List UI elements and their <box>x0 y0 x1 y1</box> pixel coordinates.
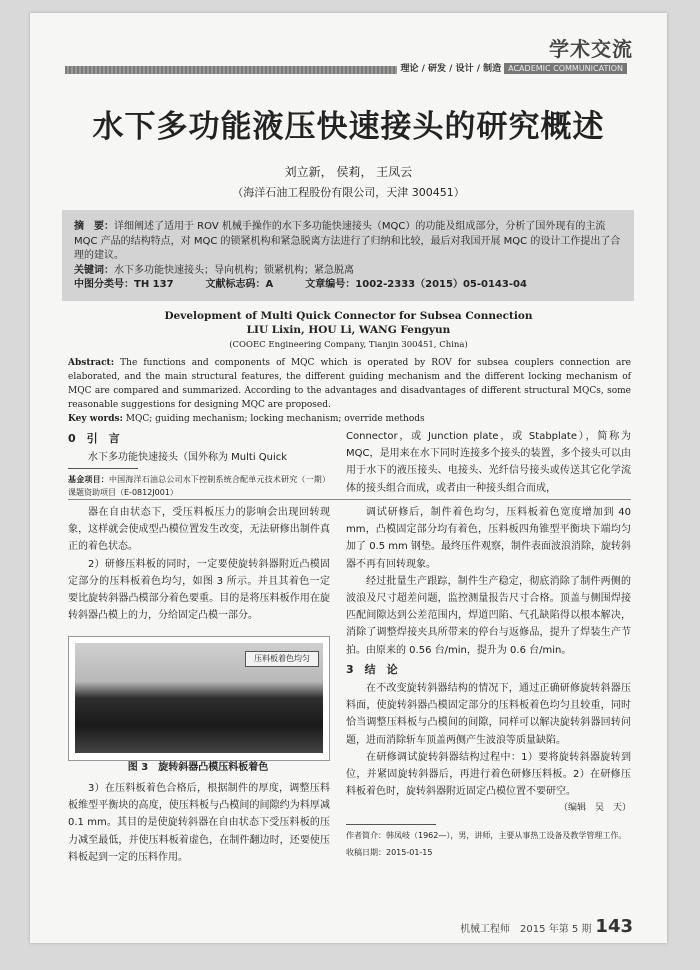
right-paragraph-1: 调试研修后，制件着色均匀，压料板着色宽度增加到 40 mm，凸模固定部分均有着色，压料板四角锥型平衡块下端均匀加了 0.5 mm 钢垫。最终压件观察，制件表面波浪消除，旋转斜器不再有回转现象。 <box>346 507 631 570</box>
clc-number: 中图分类号：TH 137 <box>74 279 174 290</box>
section-title: 学术交流 <box>549 37 633 61</box>
keywords-text: 水下多功能快速接头；导向机构；锁紧机构；紧急脱离 <box>114 264 354 276</box>
figure-3 <box>68 636 330 761</box>
abstract-label: 摘 要： <box>74 221 114 232</box>
left-column-bottom <box>68 780 330 866</box>
left-column-top <box>68 428 330 499</box>
author-note: 作者简介：韩凤岐（1962—），男，讲师，主要从事热工设备及教学管理工作。 <box>346 830 627 840</box>
doc-code: 文献标志码：A <box>205 279 274 290</box>
keywords <box>74 264 624 279</box>
figure-callout: 压料板着色均匀 <box>245 651 319 667</box>
english-title: Development of Multi Quick Connector for Subsea Connection <box>164 310 533 322</box>
english-authors: LIU Lixin, HOU Li, WANG Fengyun <box>246 324 451 336</box>
left-paragraph-3: 3）在压料板着色合格后，根据制件的厚度，调整压料板维型平衡块的高度，使压料板与凸模间的间隙约为料厚减 0.1 mm。其目的是使旋转斜器在自由状态下受压料板的压力减至最低，并使压料板着虚色，在制件翻边时，还要使压料板起到一定的压料作用。 <box>68 783 330 863</box>
affiliation: （海洋石油工程股份有限公司，天津 300451） <box>232 186 465 199</box>
keywords-label: 关键词： <box>74 264 114 276</box>
article-number: 文章编号：1002-2333（2015）05-0143-04 <box>305 279 527 290</box>
right-column-top <box>346 428 631 497</box>
journal-name: 机械工程师 2015 年第 5 期 <box>460 924 592 935</box>
left-column <box>68 504 330 624</box>
authors: 刘立新， 侯莉， 王凤云 <box>284 165 413 179</box>
abstract-text: 详细阐述了适用于 ROV 机械手操作的水下多功能快速接头（MQC）的功能及组成部分，分析了国外现有的主流 MQC 产品的结构特点，对 MQC 的锁紧机构和紧急脱离方法进行了归纳和比较，最后对我国开展 MQC 的设计工作提出了合理的建议。 <box>74 221 621 261</box>
left-paragraph-1: 器在自由状态下，受压料板压力的影响会出现回转现象，这样就会使成型凸模位置发生改变，无法研修出制件真正的着色状态。 <box>68 507 330 553</box>
paper-title: 水下多功能液压快速接头的研究概述 <box>92 109 605 145</box>
category-labels <box>397 61 630 74</box>
category-cn: 理论 / 研发 / 设计 / 制造 <box>400 64 502 74</box>
abstract <box>74 220 624 264</box>
figure-caption: 图 3 旋转斜器凸模压料板着色 <box>127 762 269 773</box>
intro-heading: 0 引 言 <box>68 432 120 445</box>
fund-text: 中国海洋石油总公司水下控制系统合配单元技术研究（一期）课题资助项目（E-0812J001） <box>68 475 330 498</box>
footnote-rule <box>68 468 138 469</box>
abstract-box <box>62 210 634 301</box>
right-paragraph-4: 在研修调试旋转斜器结构过程中：1）要将旋转斜器旋转到位，并紧固旋转斜器后，再进行着色研修压料板。2）在研修压料板着色时，旋转斜器附近固定凸模位置不要研空。 <box>346 751 631 798</box>
english-affiliation: (COOEC Engineering Company, Tianjin 300451, China) <box>229 340 468 350</box>
category-en: ACADEMIC COMMUNICATION <box>504 63 627 74</box>
right-paragraph-2: 经过批量生产跟踪，制件生产稳定，彻底消除了制件两侧的波浪及尺寸超差问题，监控测量报告尺寸合格。顶盖与侧围焊接匹配间隙达到公差范围内，焊道凹陷、气孔缺陷得以根本解决，消除了调整焊接夹具所带来的停台与返修品，提升了焊装生产节拍。由原来的 0.56 台/min，提升为 0.6 台/min。 <box>346 575 631 656</box>
left-paragraph-2: 2）研修压料板的同时，一定要使旋转斜器附近凸模固定部分的压料板着色均匀，如图 3 所示。并且其着色一定要比旋转斜器凸模部分着色要重。目的是将压料板作用在旋转斜器凸模上的力，分给固定凸模一部分。 <box>68 558 330 622</box>
conclusion-heading: 3 结 论 <box>346 662 398 676</box>
english-keywords-text: MQC; guiding mechanism; locking mechanism; override methods <box>125 414 425 424</box>
editor-note: （编辑 吴 天） <box>558 803 631 814</box>
right-column <box>346 504 631 859</box>
english-keywords-label: Key words: <box>68 414 123 424</box>
fund-note <box>68 473 330 499</box>
right-paragraph-3: 在不改变旋转斜器结构的情况下，通过正确研修旋转斜器压料面，使旋转斜器凸模固定部分的压料板着色均匀且较重，同时恰当调整压料板与凸模间的间隙，同样可以解决旋转斜器回转问题，进而消除斩车顶盖两侧产生波浪等质量缺陷。 <box>346 683 631 746</box>
english-abstract-text: The functions and components of MQC which is operated by ROV for subsea couplers connection are elaborated, and the main structural features, the different guiding mechanism and the different locking mechanism of MQC are compared and summarized. According to the advantages and disadvantages of different structural MQCs, some reasonable suggestions for designing MQC are proposed. <box>68 358 631 410</box>
right-top-text: Connector，或 Junction plate，或 Stabplate），简称为 MQC，是用来在水下同时连接多个接头的装置，多个接头可以由用于水下的液压接头、电接头、光纤信号接头或传送其它化学流体的接头组合而成，或者由一种接头组合而成， <box>346 431 631 494</box>
received-date: 收稿日期：2015-01-15 <box>346 847 433 857</box>
page-number: 143 <box>595 916 633 937</box>
section-divider <box>68 499 631 500</box>
classification-line <box>74 278 624 293</box>
fund-label: 基金项目： <box>68 475 109 485</box>
english-abstract <box>68 356 631 426</box>
intro-text: 水下多功能快速接头（国外称为 Multi Quick <box>88 452 288 464</box>
english-abstract-label: Abstract: <box>68 358 115 368</box>
page <box>30 13 667 943</box>
page-footer <box>460 916 633 937</box>
author-rule <box>346 824 436 825</box>
